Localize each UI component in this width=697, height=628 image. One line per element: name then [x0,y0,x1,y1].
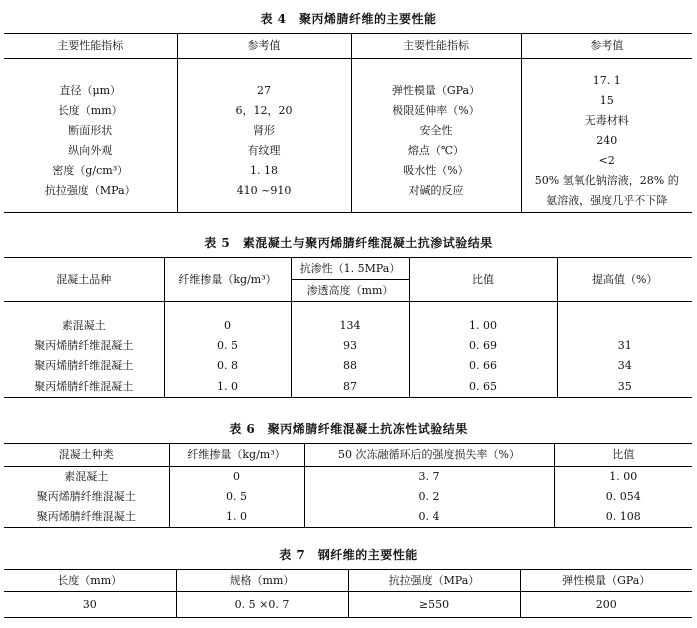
table6-cell: 0. 5 [169,487,304,507]
table7-header-length: 长度（mm） [4,570,176,592]
table4-header-value-2: 参考值 [521,34,692,59]
table7-header-modulus: 弹性模量（GPa） [520,570,692,592]
table5-cell: 0. 8 [164,356,291,376]
table5-cell: 0 [164,316,291,336]
table6-cell: 0. 108 [554,507,692,528]
table-row [4,376,692,398]
table4-label-length: 长度（mm） [57,103,123,117]
table5-header-dosage: 纤维掺量（kg/m³） [164,258,291,302]
table6-cell: 0. 054 [554,487,692,507]
table5-cell: 88 [291,356,409,376]
table7-caption: 表 7 钢纤维的主要性能 [279,548,418,562]
table7-value-tensile: ≥550 [348,592,520,618]
table4-value-modulus: 17. 1 [592,73,621,87]
table4-right-labels [351,59,521,213]
table5-cell: 134 [291,316,409,336]
table5-cell: 聚丙烯腈纤维混凝土 [34,358,134,372]
table6-cell: 1. 00 [554,467,692,487]
table6-header-dosage: 纤维掺量（kg/m³） [169,444,304,467]
table6-header-loss: 50 次冻融循环后的强度损失率（%） [304,444,554,467]
table4 [4,33,692,213]
table4-value-appearance: 有纹理 [247,143,281,157]
table4-right-values [521,59,692,213]
table4-value-alkali-2: 氨溶液，强度几乎不下降 [546,193,668,207]
table6-cell: 聚丙烯腈纤维混凝土 [36,489,136,503]
table5-cell: 素混凝土 [61,318,106,332]
table4-header-indicator-2: 主要性能指标 [351,34,521,59]
table7-value-spec: 0. 5 ×0. 7 [176,592,348,618]
table6-cell: 0 [169,467,304,487]
table4-left-labels [4,59,177,213]
table6-cell: 聚丙烯腈纤维混凝土 [4,507,169,528]
table4-value-elongation: 15 [599,93,614,107]
table4-label-tensile: 抗拉强度（MPa） [44,183,136,197]
table-row [4,487,692,507]
table5-header-seepage-height: 渗透高度（mm） [291,280,409,302]
table4-value-section: 肾形 [253,123,275,137]
table4-value-length: 6，12，20 [235,103,293,117]
table4-label-section: 断面形状 [68,123,113,137]
table4-label-diameter: 直径（μm） [59,83,122,97]
table6-cell: 3. 7 [304,467,554,487]
table7-value-length: 30 [4,592,176,618]
table4-value-tensile: 410 ~910 [236,183,292,197]
table5-cell: 聚丙烯腈纤维混凝土 [4,376,164,398]
table5 [4,257,692,398]
table5-header-type: 混凝土品种 [4,258,164,302]
table5-cell: 0. 66 [409,356,557,376]
table5-header-ratio: 比值 [409,258,557,302]
table5-cell: 93 [291,336,409,356]
table4-value-absorption: <2 [598,153,615,167]
table5-cell: 35 [557,376,692,398]
table4-label-safety: 安全性 [419,123,453,137]
table4-value-safety: 无毒材料 [584,113,629,127]
table-row [4,467,692,487]
table4-label-alkali: 对碱的反应 [408,183,464,197]
table4-value-melting: 240 [596,133,618,147]
table4-label-melting: 熔点（℃） [407,143,465,157]
table4-value-alkali-1: 50% 氢氧化钠溶液，28% 的 [534,173,679,187]
table-row [4,356,692,376]
table-row [4,316,692,336]
table4-label-modulus: 弹性模量（GPa） [391,83,481,97]
table5-cell: 1. 00 [409,316,557,336]
table4-caption: 表 4 聚丙烯腈纤维的主要性能 [260,12,437,26]
table4-header-value-1: 参考值 [177,34,351,59]
table5-cell [557,316,692,336]
table6-cell: 0. 4 [304,507,554,528]
table4-label-elongation: 极限延伸率（%） [392,103,480,117]
table6-header-type: 混凝土种类 [4,444,169,467]
table7-header-spec: 规格（mm） [176,570,348,592]
table4-label-density: 密度（g/cm³） [52,163,129,177]
table5-cell: 聚丙烯腈纤维混凝土 [34,338,134,352]
table6 [4,443,692,528]
table7-value-modulus: 200 [520,592,692,618]
table4-header-indicator-1: 主要性能指标 [4,34,177,59]
table7-header-tensile: 抗拉强度（MPa） [348,570,520,592]
table5-cell: 0. 5 [164,336,291,356]
table7 [4,569,692,618]
table5-header-seepage: 抗渗性（1. 5MPa） [291,258,409,280]
table6-header-ratio: 比值 [554,444,692,467]
table5-cell: 87 [291,376,409,398]
table5-cell: 0. 69 [409,336,557,356]
table4-label-absorption: 吸水性（%） [403,163,469,177]
table5-header-improve: 提高值（%） [557,258,692,302]
table4-value-density: 1. 18 [250,163,278,177]
table6-cell: 素混凝土 [64,470,109,484]
table5-cell: 0. 65 [409,376,557,398]
table6-caption: 表 6 聚丙烯腈纤维混凝土抗冻性试验结果 [229,422,468,436]
table5-caption: 表 5 素混凝土与聚丙烯腈纤维混凝土抗渗试验结果 [204,236,493,250]
table-row [4,507,692,528]
table-row [4,336,692,356]
table4-left-values [177,59,351,213]
table6-cell: 1. 0 [169,507,304,528]
table5-cell: 34 [557,356,692,376]
table4-label-appearance: 纵向外观 [68,143,113,157]
table4-value-diameter: 27 [257,83,271,97]
table-row [4,592,692,618]
table5-cell: 31 [557,336,692,356]
table5-cell: 1. 0 [164,376,291,398]
table6-cell: 0. 2 [304,487,554,507]
